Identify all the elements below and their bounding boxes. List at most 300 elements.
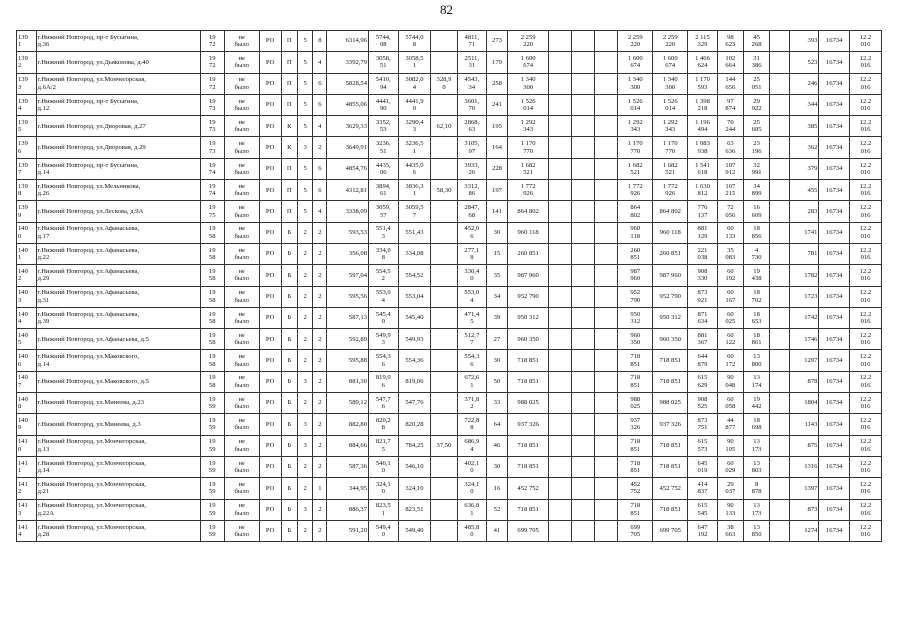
table-cell: не было <box>224 158 259 179</box>
table-row <box>17 116 882 137</box>
table-cell: 12.2 016 <box>850 94 882 115</box>
table-cell: 18 856 <box>743 222 769 243</box>
table-cell: 179 <box>487 52 508 73</box>
table-cell: 4441, 90 <box>369 94 399 115</box>
table-row <box>17 350 882 371</box>
table-cell: 718 851 <box>653 456 688 477</box>
table-cell <box>431 520 457 541</box>
table-cell: 2 <box>313 499 327 520</box>
table-row <box>17 329 882 350</box>
table-cell: 19 58 <box>200 243 224 264</box>
table-cell <box>549 137 572 158</box>
table-cell: 5410, 94 <box>369 73 399 94</box>
table-cell: 615 629 <box>688 371 718 392</box>
table-cell <box>770 350 790 371</box>
table-cell: 452,0 6 <box>457 222 487 243</box>
table-cell <box>572 31 595 52</box>
table-cell: г.Нижний Новгород, ул.Маковского, д.14 <box>36 350 200 371</box>
table-cell: 19 58 <box>200 307 224 328</box>
table-cell: 2 259 220 <box>507 31 549 52</box>
table-cell: 452 752 <box>653 478 688 499</box>
table-cell: 554,3 6 <box>369 350 399 371</box>
table-cell <box>431 499 457 520</box>
table-cell: 3 <box>297 371 312 392</box>
table-cell: 718 851 <box>618 499 653 520</box>
table-cell: 553,04 <box>398 286 431 307</box>
table-cell <box>770 137 790 158</box>
table-cell: 554,36 <box>398 350 431 371</box>
table-cell: 871 634 <box>688 307 718 328</box>
table-cell: г.Нижний Новгород, пр-т Бусыгина, д.36 <box>36 31 200 52</box>
table-cell <box>549 94 572 115</box>
table-cell: 718 851 <box>618 350 653 371</box>
table-cell: 60 025 <box>717 307 743 328</box>
table-cell: 4854,76 <box>327 158 369 179</box>
table-cell: 647 192 <box>688 520 718 541</box>
table-cell <box>770 265 790 286</box>
table-cell: 241 <box>487 94 508 115</box>
table-cell: 12.2 016 <box>850 499 882 520</box>
table-cell: 873 921 <box>688 286 718 307</box>
table-cell <box>595 435 618 456</box>
table-cell: 1 <box>313 478 327 499</box>
table-cell: 1 292 343 <box>653 116 688 137</box>
table-cell: 19 442 <box>743 393 769 414</box>
table-cell: 718 851 <box>653 371 688 392</box>
table-cell <box>572 222 595 243</box>
table-row <box>17 371 882 392</box>
table-cell: 283 <box>789 201 819 222</box>
table-cell: не было <box>224 265 259 286</box>
table-cell: 228 <box>487 158 508 179</box>
table-cell: 12.2 016 <box>850 265 882 286</box>
table-cell: 12.2 016 <box>850 137 882 158</box>
table-cell <box>572 243 595 264</box>
table-cell <box>595 201 618 222</box>
table-cell: РО <box>259 94 281 115</box>
table-cell: 878 <box>789 371 819 392</box>
table-cell: не было <box>224 52 259 73</box>
housing-registry-table <box>16 30 882 542</box>
table-cell: 16734 <box>819 286 850 307</box>
table-cell: 1746 <box>789 329 819 350</box>
table-cell: 35 083 <box>717 243 743 264</box>
table-cell: не было <box>224 73 259 94</box>
table-cell: 139 3 <box>17 73 37 94</box>
table-cell: 18 861 <box>743 329 769 350</box>
table-cell: 950 312 <box>507 307 549 328</box>
table-cell <box>549 307 572 328</box>
table-cell: 3105, 97 <box>457 137 487 158</box>
table-cell: 12.2 016 <box>850 73 882 94</box>
table-cell: 402,1 0 <box>457 456 487 477</box>
table-cell: Б <box>281 478 297 499</box>
table-cell: 140 0 <box>17 222 37 243</box>
table-cell: 8 <box>313 31 327 52</box>
table-cell: РО <box>259 180 281 201</box>
table-cell: 686,9 4 <box>457 435 487 456</box>
table-row <box>17 265 882 286</box>
table-cell: 485,8 0 <box>457 520 487 541</box>
table-cell: 2 <box>313 307 327 328</box>
table-cell: 19 59 <box>200 414 224 435</box>
table-cell: 2 <box>313 414 327 435</box>
table-cell <box>549 286 572 307</box>
table-cell: 35 <box>487 265 508 286</box>
table-cell: 144 656 <box>717 73 743 94</box>
table-cell: 988 025 <box>507 393 549 414</box>
table-cell: 3 <box>297 499 312 520</box>
table-cell: 273 <box>487 31 508 52</box>
table-cell: г.Нижний Новгород, ул.Афанасьева, д.31 <box>36 286 200 307</box>
table-cell: 718 851 <box>507 435 549 456</box>
table-cell: 1 170 770 <box>507 137 549 158</box>
table-cell: 371,8 2 <box>457 393 487 414</box>
table-cell: 615 573 <box>688 435 718 456</box>
table-cell <box>595 456 618 477</box>
table-cell: 587,13 <box>327 307 369 328</box>
table-cell: РО <box>259 414 281 435</box>
table-cell <box>549 414 572 435</box>
table-cell <box>572 520 595 541</box>
table-cell: 16734 <box>819 180 850 201</box>
table-cell: 823,5 1 <box>369 499 399 520</box>
table-cell: РО <box>259 307 281 328</box>
table-cell: 16734 <box>819 435 850 456</box>
table-cell: 4 730 <box>743 243 769 264</box>
table-cell: 1 772 926 <box>507 180 549 201</box>
table-cell: 15 <box>487 243 508 264</box>
table-cell: РО <box>259 243 281 264</box>
table-cell: 60 029 <box>717 456 743 477</box>
table-cell: 699 705 <box>653 520 688 541</box>
table-cell: не было <box>224 94 259 115</box>
table-cell: 3894, 61 <box>369 180 399 201</box>
table-cell: 16734 <box>819 456 850 477</box>
table-cell: 164 <box>487 137 508 158</box>
table-cell: 5 <box>297 116 312 137</box>
table-row <box>17 180 882 201</box>
table-cell: не было <box>224 371 259 392</box>
table-cell: 3629,33 <box>327 116 369 137</box>
table-cell: 3236, 51 <box>369 137 399 158</box>
table-cell: 881 367 <box>688 329 718 350</box>
table-cell: 2 <box>297 393 312 414</box>
table-cell: 98 623 <box>717 31 743 52</box>
table-cell: 60 167 <box>717 286 743 307</box>
table-cell: РО <box>259 201 281 222</box>
table-cell: 16734 <box>819 307 850 328</box>
table-cell: 385 <box>789 116 819 137</box>
table-cell: 908 525 <box>688 393 718 414</box>
table-cell: 221 038 <box>688 243 718 264</box>
table-cell: не было <box>224 329 259 350</box>
table-cell: 781 <box>789 243 819 264</box>
table-row <box>17 435 882 456</box>
table-cell: П <box>281 94 297 115</box>
table-cell: 882,80 <box>327 414 369 435</box>
table-cell: 784,25 <box>398 435 431 456</box>
table-cell: 19 58 <box>200 265 224 286</box>
table-cell: 6 <box>313 158 327 179</box>
table-cell: 2 259 220 <box>653 31 688 52</box>
table-cell: 3836,3 1 <box>398 180 431 201</box>
table-cell: г.Нижний Новгород, ул.Мончегорская, д.6А/2 <box>36 73 200 94</box>
table-cell <box>431 265 457 286</box>
table-cell <box>770 520 790 541</box>
table-cell: 2847, 68 <box>457 201 487 222</box>
table-row <box>17 222 882 243</box>
table-cell: 2 <box>297 456 312 477</box>
table-cell: 3236,5 1 <box>398 137 431 158</box>
table-cell: 19 73 <box>200 137 224 158</box>
table-cell <box>431 371 457 392</box>
table-cell: 699 705 <box>618 520 653 541</box>
table-cell: 884,66 <box>327 435 369 456</box>
table-cell: 140 6 <box>17 350 37 371</box>
table-cell: 1 600 674 <box>507 52 549 73</box>
table-cell: 3 <box>297 414 312 435</box>
table-cell: Б <box>281 520 297 541</box>
table-cell: 2 <box>297 307 312 328</box>
table-cell: 452 752 <box>618 478 653 499</box>
table-cell: 32 991 <box>743 158 769 179</box>
table-cell: 70 244 <box>717 116 743 137</box>
table-cell <box>572 435 595 456</box>
table-cell <box>549 52 572 73</box>
table-cell <box>595 393 618 414</box>
table-cell: 8 878 <box>743 478 769 499</box>
table-cell: 4543, 34 <box>457 73 487 94</box>
table-cell: 5744, 08 <box>369 31 399 52</box>
table-cell: 12.2 016 <box>850 350 882 371</box>
table-cell: 140 3 <box>17 286 37 307</box>
table-cell: 344 <box>789 94 819 115</box>
table-cell: 19 58 <box>200 286 224 307</box>
table-cell: 1 772 926 <box>618 180 653 201</box>
table-cell <box>595 158 618 179</box>
table-cell: 30 <box>487 222 508 243</box>
table-cell <box>549 478 572 499</box>
table-cell: 595,56 <box>327 286 369 307</box>
table-cell: 5 <box>297 31 312 52</box>
table-cell: 13 803 <box>743 456 769 477</box>
table-cell: г.Нижний Новгород, ул.Мончегорская, д.21 <box>36 478 200 499</box>
table-cell: 16734 <box>819 137 850 158</box>
table-cell: 19 58 <box>200 222 224 243</box>
table-cell: 2 <box>313 329 327 350</box>
table-cell: г.Нижний Новгород, ул.Афанасьева, д.39 <box>36 307 200 328</box>
table-cell <box>549 31 572 52</box>
table-cell: 960 350 <box>618 329 653 350</box>
table-cell: 718 851 <box>618 456 653 477</box>
table-cell: 820,28 <box>398 414 431 435</box>
table-cell <box>572 478 595 499</box>
table-cell <box>595 180 618 201</box>
table-cell <box>595 371 618 392</box>
table-cell: 102 664 <box>717 52 743 73</box>
table-cell <box>431 307 457 328</box>
table-cell: 19 58 <box>200 350 224 371</box>
table-cell: 16734 <box>819 31 850 52</box>
table-row <box>17 414 882 435</box>
table-cell: 324,10 <box>398 478 431 499</box>
table-cell <box>431 137 457 158</box>
table-cell <box>431 456 457 477</box>
table-cell: 950 312 <box>653 307 688 328</box>
table-cell: 549,4 0 <box>369 520 399 541</box>
table-cell: 13 800 <box>743 350 769 371</box>
table-cell: 718 851 <box>653 435 688 456</box>
table-cell: 19 59 <box>200 393 224 414</box>
table-cell: 62,10 <box>431 116 457 137</box>
table-cell: 141 0 <box>17 435 37 456</box>
table-cell: 1 526 014 <box>618 94 653 115</box>
table-cell <box>549 520 572 541</box>
table-cell: 18 698 <box>743 414 769 435</box>
table-cell: 60 058 <box>717 393 743 414</box>
table-cell: 16734 <box>819 52 850 73</box>
table-cell: 1 772 926 <box>653 180 688 201</box>
table-cell: 140 4 <box>17 307 37 328</box>
table-cell: 1 083 938 <box>688 137 718 158</box>
table-cell: 471,4 5 <box>457 307 487 328</box>
table-cell: 547,7 6 <box>369 393 399 414</box>
table-cell: 16734 <box>819 201 850 222</box>
table-cell: 16734 <box>819 243 850 264</box>
table-cell: 937 326 <box>653 414 688 435</box>
table-cell: 722,8 8 <box>457 414 487 435</box>
table-cell: 6 <box>313 180 327 201</box>
table-cell <box>431 201 457 222</box>
table-cell: 414 837 <box>688 478 718 499</box>
table-row <box>17 478 882 499</box>
table-cell <box>595 52 618 73</box>
table-cell: 18 702 <box>743 286 769 307</box>
table-cell: 864 802 <box>507 201 549 222</box>
table-cell: 63 636 <box>717 137 743 158</box>
table-cell: 960 118 <box>653 222 688 243</box>
table-cell: 277,1 8 <box>457 243 487 264</box>
table-cell: 554,5 2 <box>369 265 399 286</box>
table-cell: 30 <box>487 350 508 371</box>
table-cell: 553,0 4 <box>369 286 399 307</box>
table-cell: 2868, 63 <box>457 116 487 137</box>
table-cell: не было <box>224 222 259 243</box>
table-cell: 1 170 770 <box>653 137 688 158</box>
table-cell <box>572 52 595 73</box>
table-cell: 141 <box>487 201 508 222</box>
table-cell <box>572 307 595 328</box>
table-row <box>17 31 882 52</box>
table-cell <box>770 329 790 350</box>
table-cell: 330,4 0 <box>457 265 487 286</box>
table-cell: 952 790 <box>507 286 549 307</box>
table-cell: 1 170 593 <box>688 73 718 94</box>
table-cell <box>770 435 790 456</box>
table-cell: 141 4 <box>17 520 37 541</box>
table-cell: Б <box>281 456 297 477</box>
table-cell: 12.2 016 <box>850 116 882 137</box>
table-cell: 38 663 <box>717 520 743 541</box>
table-cell: 5 <box>297 201 312 222</box>
table-cell: 5 <box>297 94 312 115</box>
table-cell: 1 682 521 <box>653 158 688 179</box>
table-cell <box>770 243 790 264</box>
table-cell <box>770 31 790 52</box>
table-cell: К <box>281 116 297 137</box>
table-cell: 16734 <box>819 329 850 350</box>
table-cell: 881,30 <box>327 371 369 392</box>
table-cell <box>549 435 572 456</box>
table-cell: 58,30 <box>431 180 457 201</box>
table-cell <box>572 94 595 115</box>
table-cell: 820,2 8 <box>369 414 399 435</box>
table-cell: 4312,81 <box>327 180 369 201</box>
table-cell: 12.2 016 <box>850 286 882 307</box>
table-cell: 5 <box>297 52 312 73</box>
table-cell <box>431 243 457 264</box>
table-cell: 960 118 <box>618 222 653 243</box>
table-cell <box>431 158 457 179</box>
table-cell: РО <box>259 222 281 243</box>
table-cell: 16734 <box>819 73 850 94</box>
table-cell: 960 350 <box>507 329 549 350</box>
table-cell: 18 653 <box>743 307 769 328</box>
table-cell: 139 6 <box>17 137 37 158</box>
table-cell: 1 340 300 <box>653 73 688 94</box>
table-cell: 3290,4 3 <box>398 116 431 137</box>
table-cell <box>572 329 595 350</box>
table-cell: Б <box>281 243 297 264</box>
table-cell: 718 851 <box>618 371 653 392</box>
table-cell: 1723 <box>789 286 819 307</box>
table-cell: 72 056 <box>717 201 743 222</box>
table-cell <box>431 31 457 52</box>
table-cell: 246 <box>789 73 819 94</box>
table-cell <box>572 456 595 477</box>
table-cell: 19 59 <box>200 520 224 541</box>
table-cell: 2 <box>313 243 327 264</box>
table-cell: 13 174 <box>743 371 769 392</box>
table-cell: РО <box>259 329 281 350</box>
table-cell: 595,88 <box>327 350 369 371</box>
table-cell: 644 879 <box>688 350 718 371</box>
table-cell: 2 <box>297 478 312 499</box>
table-cell: 2 <box>297 350 312 371</box>
table-cell: 16734 <box>819 393 850 414</box>
table-cell: 2 259 220 <box>618 31 653 52</box>
table-cell: 2 <box>313 265 327 286</box>
table-cell: 4855,06 <box>327 94 369 115</box>
table-row <box>17 137 882 158</box>
table-cell <box>431 222 457 243</box>
table-cell: не было <box>224 31 259 52</box>
table-cell: 1742 <box>789 307 819 328</box>
table-cell <box>572 265 595 286</box>
table-cell: 1297 <box>789 350 819 371</box>
table-cell: 1 630 812 <box>688 180 718 201</box>
table-cell: 554,52 <box>398 265 431 286</box>
table-cell: 4811, 71 <box>457 31 487 52</box>
table-cell: г.Нижний Новгород, ул.Лескова, д.9А <box>36 201 200 222</box>
table-cell <box>595 116 618 137</box>
table-row <box>17 94 882 115</box>
table-cell: 41 <box>487 520 508 541</box>
table-cell: 554,3 6 <box>457 350 487 371</box>
table-cell: 873 751 <box>688 414 718 435</box>
table-cell: 718 851 <box>618 435 653 456</box>
